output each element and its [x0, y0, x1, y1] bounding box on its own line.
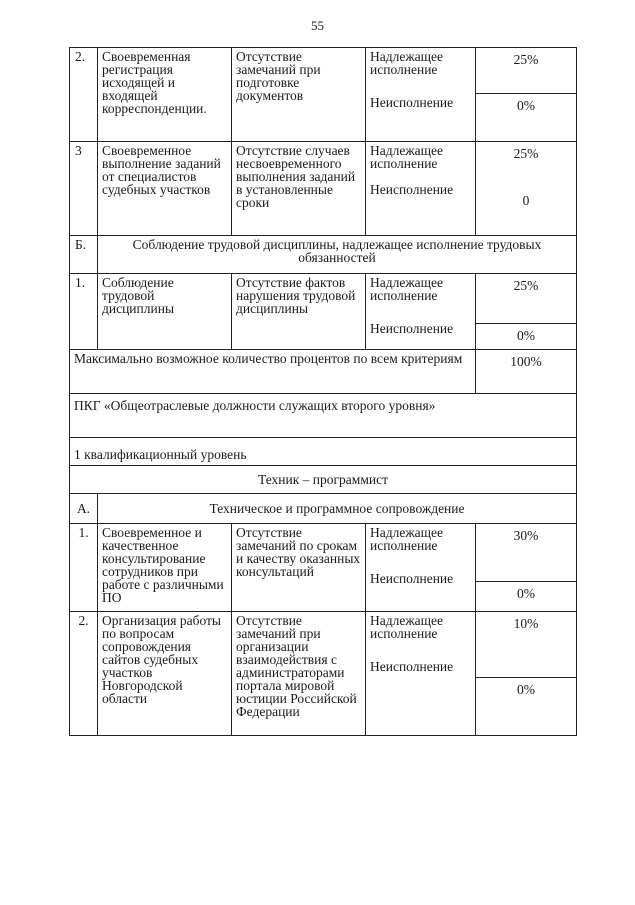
row-number: 3	[70, 142, 98, 236]
proper-label: Надлежащее исполнение	[370, 275, 444, 303]
assessment-cell	[366, 48, 476, 142]
indicator-cell: Отсутствие фактов нарушения трудовой дисциплины	[232, 274, 366, 350]
criterion-cell: Организация работы по вопросам сопровождения сайтов судебных участков Новгородской области	[98, 612, 232, 736]
criteria-table-container	[69, 47, 576, 736]
max-value: 100%	[476, 350, 577, 394]
indicator-cell: Отсутствие замечаний при подготовке документов	[232, 48, 366, 142]
non-label: Неисполнение	[370, 182, 454, 197]
section-title: Соблюдение трудовой дисциплины, надлежащее исполнение трудовых обязанностей	[98, 236, 577, 274]
row-number: 1.	[70, 524, 98, 612]
criteria-table	[69, 47, 577, 736]
table-row	[70, 274, 577, 324]
criterion-cell: Своевременное и качественное консультирование сотрудников при работе с различными ПО	[98, 524, 232, 612]
table-row	[70, 524, 577, 582]
percent-non: 0%	[476, 324, 577, 350]
percent-non: 0	[476, 192, 577, 236]
indicator-cell: Отсутствие замечаний при организации взаимодействия с администраторами портала мировой юстиции Российской Федерации	[232, 612, 366, 736]
section-row	[70, 236, 577, 274]
row-number: 2.	[70, 612, 98, 736]
non-label: Неисполнение	[370, 321, 454, 336]
qualification-row	[70, 438, 577, 466]
section-letter: Б.	[70, 236, 98, 274]
proper-label: Надлежащее исполнение	[370, 613, 444, 641]
percent-non: 0%	[476, 582, 577, 612]
criterion-cell: Соблюдение трудовой дисциплины	[98, 274, 232, 350]
percent-proper: 25%	[476, 48, 577, 94]
percent-non: 0%	[476, 678, 577, 736]
table-row	[70, 142, 577, 192]
assessment-cell	[366, 612, 476, 736]
percent-non: 0%	[476, 94, 577, 142]
non-label: Неисполнение	[370, 571, 454, 586]
max-text: Максимально возможное количество процентов по всем критериям	[70, 350, 476, 394]
proper-label: Надлежащее исполнение	[370, 143, 444, 171]
proper-label: Надлежащее исполнение	[370, 525, 444, 553]
row-number: 1.	[70, 274, 98, 350]
indicator-cell: Отсутствие случаев несвоевременного выполнения заданий в установленные сроки	[232, 142, 366, 236]
non-label: Неисполнение	[370, 95, 454, 110]
max-row	[70, 350, 577, 394]
percent-proper: 30%	[476, 524, 577, 582]
section-letter: А.	[70, 494, 98, 524]
section-row	[70, 494, 577, 524]
percent-proper: 25%	[476, 142, 577, 192]
proper-label: Надлежащее исполнение	[370, 49, 444, 77]
page-number: 55	[311, 18, 324, 33]
percent-proper: 25%	[476, 274, 577, 324]
section-title: Техническое и программное сопровождение	[98, 494, 577, 524]
table-row	[70, 612, 577, 678]
percent-proper: 10%	[476, 612, 577, 678]
criterion-cell: Своевременное выполнение заданий от специалистов судебных участков	[98, 142, 232, 236]
non-label: Неисполнение	[370, 659, 454, 674]
position-row	[70, 466, 577, 494]
criterion-cell: Своевременная регистрация исходящей и входящей корреспонденции.	[98, 48, 232, 142]
indicator-cell: Отсутствие замечаний по срокам и качеству оказанных консультаций	[232, 524, 366, 612]
pkg-row	[70, 394, 577, 438]
assessment-cell	[366, 274, 476, 350]
qualification-level: 1 квалификационный уровень	[70, 438, 577, 466]
position-title: Техник – программист	[70, 466, 577, 494]
table-row	[70, 48, 577, 94]
pkg-title: ПКГ «Общеотраслевые должности служащих второго уровня»	[70, 394, 577, 438]
assessment-cell	[366, 142, 476, 236]
row-number: 2.	[70, 48, 98, 142]
assessment-cell	[366, 524, 476, 612]
